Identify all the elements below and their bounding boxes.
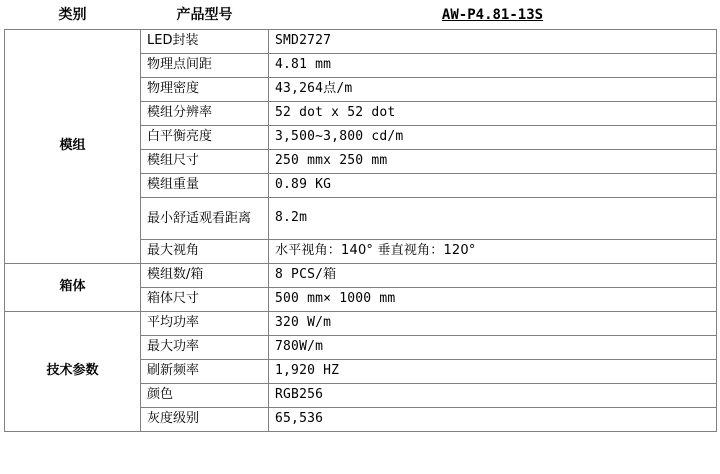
param-refresh-rate: 刷新频率 bbox=[141, 360, 269, 384]
value-average-power: 320 W/m bbox=[269, 312, 717, 336]
specification-table bbox=[4, 4, 717, 432]
table-row bbox=[5, 30, 717, 54]
group-label-tech-specs: 技术参数 bbox=[5, 312, 141, 432]
value-grayscale: 65,536 bbox=[269, 408, 717, 432]
table-row bbox=[5, 312, 717, 336]
spec-sheet bbox=[0, 4, 720, 474]
value-pixel-pitch: 4.81 mm bbox=[269, 54, 717, 78]
value-max-power: 780W/m bbox=[269, 336, 717, 360]
value-pixel-density: 43,264点/m bbox=[269, 78, 717, 102]
value-min-viewing-distance: 8.2m bbox=[269, 198, 717, 240]
param-max-power: 最大功率 bbox=[141, 336, 269, 360]
header-parameter: 产品型号 bbox=[176, 7, 233, 23]
value-module-resolution: 52 dot x 52 dot bbox=[269, 102, 717, 126]
value-refresh-rate: 1,920 HZ bbox=[269, 360, 717, 384]
value-color: RGB256 bbox=[269, 384, 717, 408]
param-module-resolution: 模组分辨率 bbox=[141, 102, 269, 126]
param-cabinet-size: 箱体尺寸 bbox=[141, 288, 269, 312]
table-row bbox=[5, 264, 717, 288]
param-modules-per-cabinet: 模组数/箱 bbox=[141, 264, 269, 288]
param-grayscale: 灰度级别 bbox=[141, 408, 269, 432]
param-color: 颜色 bbox=[141, 384, 269, 408]
header-model: AW-P4.81-13S bbox=[441, 7, 544, 23]
header-category: 类别 bbox=[58, 7, 87, 23]
param-max-viewing-angle: 最大视角 bbox=[141, 240, 269, 264]
group-label-cabinet: 箱体 bbox=[5, 264, 141, 312]
value-cabinet-size: 500 mm× 1000 mm bbox=[269, 288, 717, 312]
group-label-module: 模组 bbox=[5, 30, 141, 264]
value-module-weight: 0.89 KG bbox=[269, 174, 717, 198]
table-header-row bbox=[5, 4, 717, 30]
param-pixel-density: 物理密度 bbox=[141, 78, 269, 102]
param-module-size: 模组尺寸 bbox=[141, 150, 269, 174]
param-pixel-pitch: 物理点间距 bbox=[141, 54, 269, 78]
param-module-weight: 模组重量 bbox=[141, 174, 269, 198]
value-led-package: SMD2727 bbox=[269, 30, 717, 54]
param-white-balance-brightness: 白平衡亮度 bbox=[141, 126, 269, 150]
param-average-power: 平均功率 bbox=[141, 312, 269, 336]
value-modules-per-cabinet: 8 PCS/箱 bbox=[269, 264, 717, 288]
param-min-viewing-distance: 最小舒适观看距离 bbox=[141, 198, 269, 240]
value-white-balance-brightness: 3,500~3,800 cd/m bbox=[269, 126, 717, 150]
value-max-viewing-angle: 水平视角：140° 垂直视角：120° bbox=[269, 240, 717, 264]
value-module-size: 250 mmx 250 mm bbox=[269, 150, 717, 174]
param-led-package: LED封装 bbox=[141, 30, 269, 54]
